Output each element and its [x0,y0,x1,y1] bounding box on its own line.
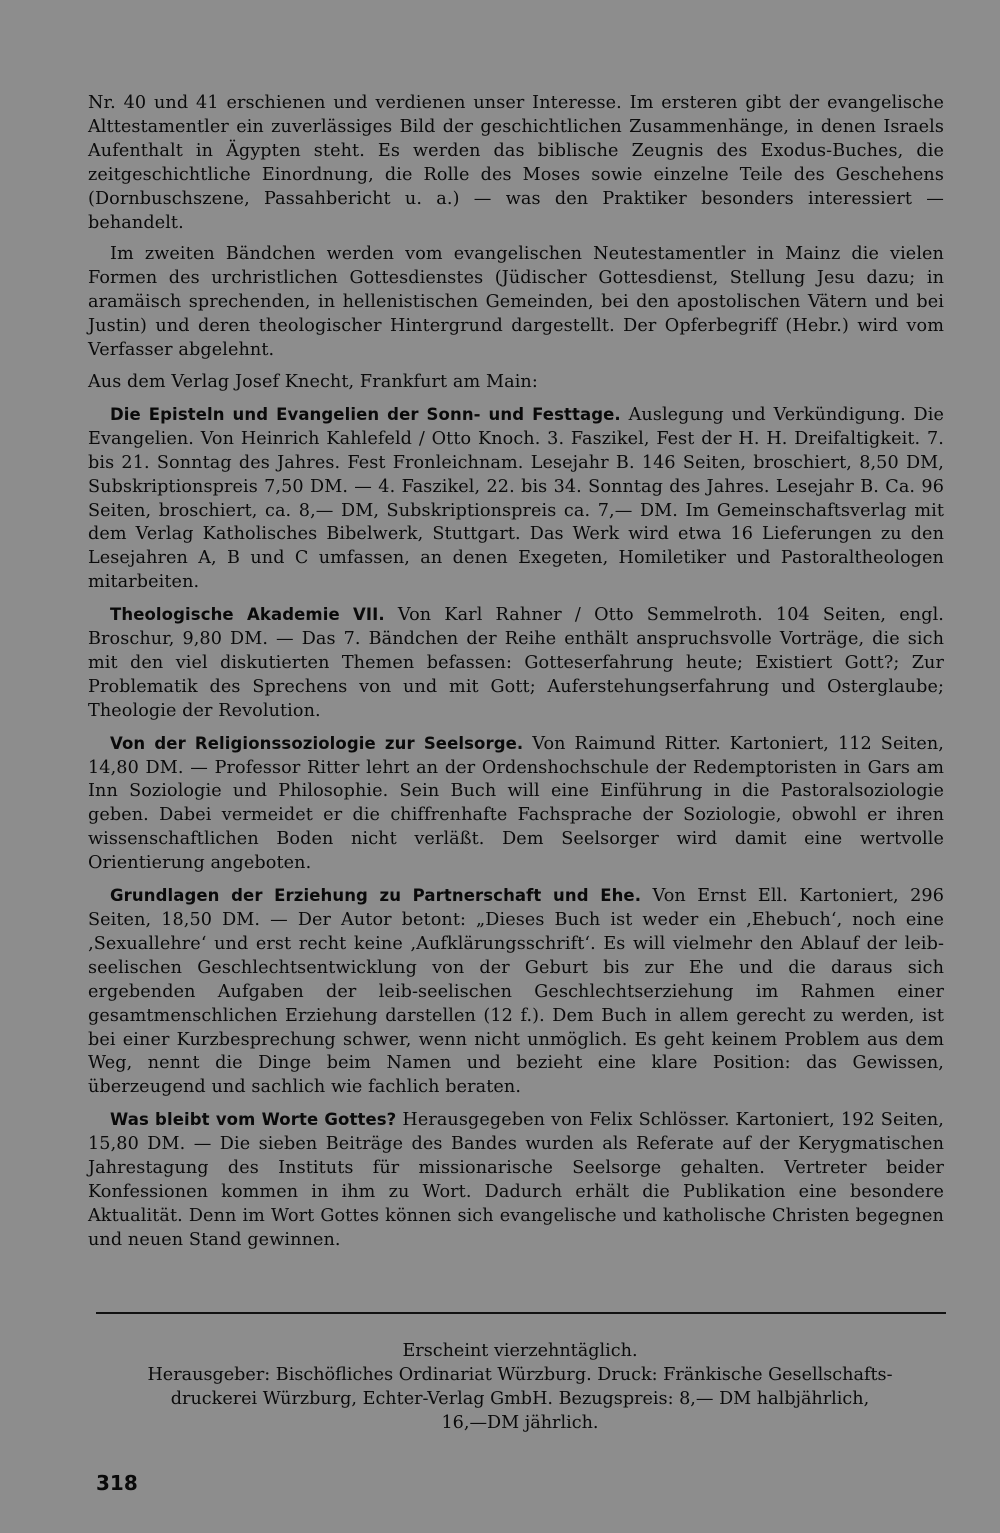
book-description: Auslegung und Verkündigung. Die Evangelien. Von Heinrich Kahlefeld / Otto Knoch. 3. Faszikel, Fest der H. H. Dreifaltigkeit. 7. bis 21. Sonntag des Jahres. Fest Fronleichnam. Lesejahr B. 146 Seiten, broschiert, 8,50 DM, Subskriptionspreis 7,50 DM. — 4. Faszikel, 22. bis 34. Sonntag des Jahres. Lesejahr B. Ca. 96 Seiten, broschiert, ca. 8,— DM, Subskriptionspreis ca. 7,— DM. Im Gemeinschaftsverlag mit dem Verlag Katholisches Bibelwerk, Stuttgart. Das Werk wird etwa 16 Lieferungen zu den Lesejahren A, B und C umfassen, an denen Exegeten, Homiletiker und Pastoraltheologen mitarbeiten. [88,404,944,593]
imprint-price: 16,—DM jährlich. [441,1412,599,1433]
book-entry-worte-gottes [88,1108,944,1252]
paragraph-intro: Nr. 40 und 41 erschienen und verdienen unser Interesse. Im ersteren gibt der evangelische Alttestamentler ein zuverlässiges Bild der geschichtlichen Zusammenhänge, in denen Israels Aufenthalt in Ägypten steht. Es werden das biblische Zeugnis des Exodus-Buches, die zeitgeschichtliche Einordnung, die Rolle des Moses sowie einzelne Teile des Geschehens (Dornbuschszene, Passahbericht u. a.) — was den Praktiker besonders interessiert — behandelt. [88,93,944,233]
imprint [90,1340,950,1436]
book-entry-erziehung [88,884,944,1100]
book-title: Grundlagen der Erziehung zu Partnerschaft und Ehe. [110,886,642,906]
publisher-heading: Aus dem Verlag Josef Knecht, Frankfurt am Main: [88,371,538,392]
book-entry-akademie [88,603,944,724]
imprint-printer: druckerei Würzburg, Echter-Verlag GmbH. Bezugspreis: 8,— DM halbjährlich, [170,1388,870,1409]
page-number: 318 [96,1471,138,1495]
book-title: Was bleibt vom Worte Gottes? [110,1110,397,1130]
book-description: Von Raimund Ritter. Kartoniert, 112 Seiten, 14,80 DM. — Professor Ritter lehrt an der Ordenshochschule der Redemptoristen in Gars am Inn Soziologie und Philosophie. Sein Buch will eine Einführung in die Pastoralsoziologie geben. Dabei vermeidet er die chiffrenhafte Fachsprache der Soziologie, obwohl er ihren wissenschaftlichen Boden nicht verläßt. Dem Seelsorger wird damit eine wertvolle Orientierung angeboten. [88,733,944,874]
footer-divider [96,1312,946,1314]
imprint-publisher: Herausgeber: Bischöfliches Ordinariat Würzburg. Druck: Fränkische Gesellschafts- [147,1364,893,1385]
book-entry-religionssoziologie [88,732,944,876]
book-title: Theologische Akademie VII. [110,605,385,625]
book-description: Herausgegeben von Felix Schlösser. Kartoniert, 192 Seiten, 15,80 DM. — Die sieben Beiträge des Bandes wurden als Referate auf der Kerygmatischen Jahrestagung des Instituts für missionarische Seelsorge gehalten. Vertreter beider Konfessionen kommen in ihm zu Wort. Dadurch erhält die Publikation eine besondere Aktualität. Denn im Wort Gottes können sich evangelische und katholische Christen begegnen und neuen Stand gewinnen. [88,1110,944,1250]
book-description: Von Ernst Ell. Kartoniert, 296 Seiten, 18,50 DM. — Der Autor betont: „Dieses Buch ist weder ein ‚Ehebuch‘, noch eine ‚Sexuallehre‘ und erst recht keine ‚Aufklärungsschrift‘. Es will vielmehr den Ablauf der leib-seelischen Geschlechtsentwicklung von der Geburt bis zur Ehe und die daraus sich ergebenden Aufgaben der leib-seelischen Geschlechtserziehung im Rahmen einer gesamtmenschlichen Erziehung darstellen (12 f.). Dem Buch in allem gerecht zu werden, ist bei einer Kurzbesprechung schwer, wenn nicht unmöglich. Es geht keinem Problem aus dem Weg, nennt die Dinge beim Namen und bezieht eine klare Position: das Gewissen, überzeugend und sachlich wie fachlich beraten. [88,886,944,1098]
book-title: Von der Religionssoziologie zur Seelsorge. [110,733,524,753]
imprint-frequency: Erscheint vierzehntäglich. [402,1341,638,1361]
book-title: Die Episteln und Evangelien der Sonn- und Festtage. [110,404,621,424]
book-description: Von Karl Rahner / Otto Semmelroth. 104 Seiten, engl. Broschur, 9,80 DM. — Das 7. Bändchen der Reihe enthält anspruchsvolle Vorträge, die sich mit den viel diskutierten Themen befassen: Gotteserfahrung heute; Existiert Gott?; Zur Problematik des Sprechens von und mit Gott; Auferstehungserfahrung und Osterglaube; Theologie der Revolution. [88,605,944,721]
book-entry-episteln [88,403,944,595]
paragraph-second-volume: Im zweiten Bändchen werden vom evangelischen Neutestamentler in Mainz die vielen Formen des urchristlichen Gottesdienstes (Jüdischer Gottesdienst, Stellung Jesu dazu; in aramäisch sprechenden, in hellenistischen Gemeinden, bei den apostolischen Vätern und bei Justin) und deren theologischer Hintergrund dargestellt. Der Opferbegriff (Hebr.) wird vom Verfasser abgelehnt. [88,244,944,361]
article-body [88,92,944,1261]
